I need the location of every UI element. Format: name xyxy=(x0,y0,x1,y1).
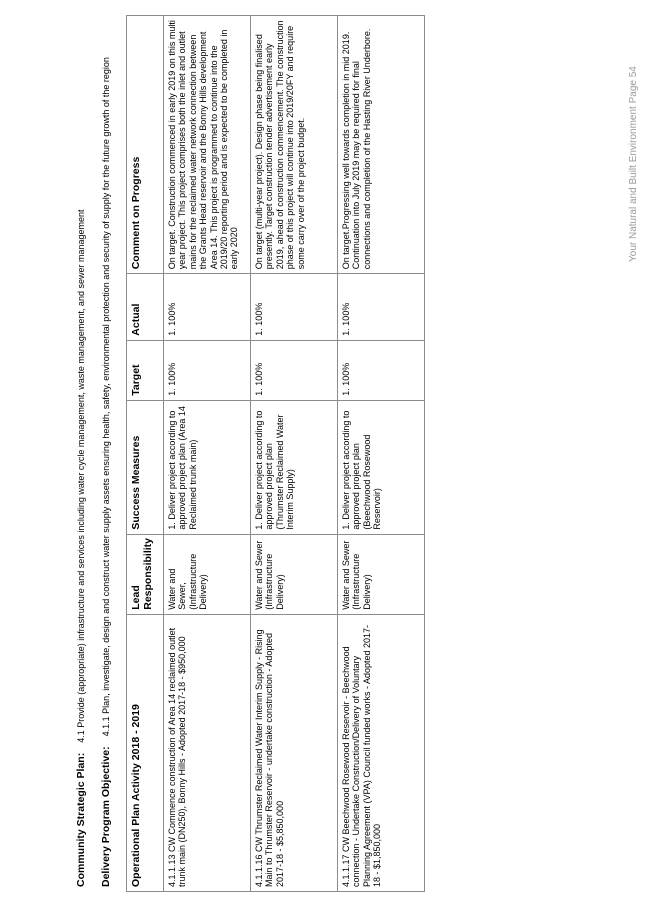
actual-cell: 1. 100% xyxy=(164,274,251,340)
actual-cell: 1. 100% xyxy=(251,274,338,340)
target-cell: 1. 100% xyxy=(338,340,425,400)
comment-cell: On target (multi-year project). Design phase being finalised presently. Target construction tender advertisement early 2019, ahead of construction commencement. The construction phase of this project will continue into 2019/20FY and require some carry over of the project budget. xyxy=(251,16,338,274)
measures-cell: 1. Deliver project according to approved project plan (Area 14 Reclaimed trunk main) xyxy=(164,400,251,534)
activity-cell: 4.1.1.16 CW Thrumster Reclaimed Water Interim Supply - Rising Main to Thrumster Reservoir - undertake construction - Adopted 2017-18 - $5,850,000 xyxy=(251,614,338,891)
delivery-objective-label: Delivery Program Objective: xyxy=(100,746,112,887)
column-header-comment: Comment on Progress xyxy=(127,16,164,274)
actual-cell: 1. 100% xyxy=(338,274,425,340)
operational-plan-table xyxy=(126,15,425,892)
page-footer: Your Natural and Built Environment Page 54 xyxy=(628,66,639,262)
lead-cell: Water and Sewer, (Infrastructure Delivery) xyxy=(164,534,251,614)
column-header-lead: Lead Responsibility xyxy=(127,534,164,614)
target-cell: 1. 100% xyxy=(164,340,251,400)
lead-cell: Water and Sewer (Infrastructure Delivery) xyxy=(338,534,425,614)
table-header-row xyxy=(127,16,164,892)
lead-cell: Water and Sewer (Infrastructure Delivery) xyxy=(251,534,338,614)
measures-cell: 1. Deliver project according to approved project plan (Thrumster Reclaimed Water Interim Supply) xyxy=(251,400,338,534)
delivery-objective-text: 4.1.1 Plan, investigate, design and construct water supply assets ensuring health, safety, environmental protection and security of supply for the future growth of the region xyxy=(101,57,111,737)
column-header-actual: Actual xyxy=(127,274,164,340)
target-cell: 1. 100% xyxy=(251,340,338,400)
community-plan-text: 4.1 Provide (appropriate) infrastructure and services including water cycle management, waste management, and sewer management xyxy=(76,209,86,743)
community-plan-label: Community Strategic Plan: xyxy=(75,752,87,887)
activity-cell: 4.1.1.17 CW Beechwood Rosewood Reservoir - Beechwood connection - Undertake Construction/Delivery of Voluntary Planning Agreement (VPA) Council funded works - Adopted 2017-18 - $1,850,000 xyxy=(338,614,425,891)
delivery-program-objective xyxy=(101,27,112,887)
measures-cell: 1. Deliver project according to approved project plan (Beechwood Rosewood Reservoir) xyxy=(338,400,425,534)
activity-cell: 4.1.1.13 CW Commence construction of Area 14 reclaimed outlet trunk main (DN250), Bonny Hills - Adopted 2017-18 - $950,000 xyxy=(164,614,251,891)
comment-cell: On target.Progressing well towards completion in mid 2019. Continuation into July 2019 may be required for final connections and completion of the Hasting River Underbore. xyxy=(338,16,425,274)
column-header-activity: Operational Plan Activity 2018 - 2019 xyxy=(127,614,164,891)
comment-cell: On target. Construction commenced in early 2019 on this multi year project. This project comprises both the inlet and outlet mains for the reclaimed water network connection between the Grants Head reservoir and the Bonny Hills development Area 14. This project is programmed to continue into the 2019/20 reporting period and is expected to be completed in early 2020 xyxy=(164,16,251,274)
table-row xyxy=(251,16,338,892)
column-header-measures: Success Measures xyxy=(127,400,164,534)
table-row xyxy=(338,16,425,892)
column-header-target: Target xyxy=(127,340,164,400)
community-strategic-plan xyxy=(76,210,87,888)
table-row xyxy=(164,16,251,892)
